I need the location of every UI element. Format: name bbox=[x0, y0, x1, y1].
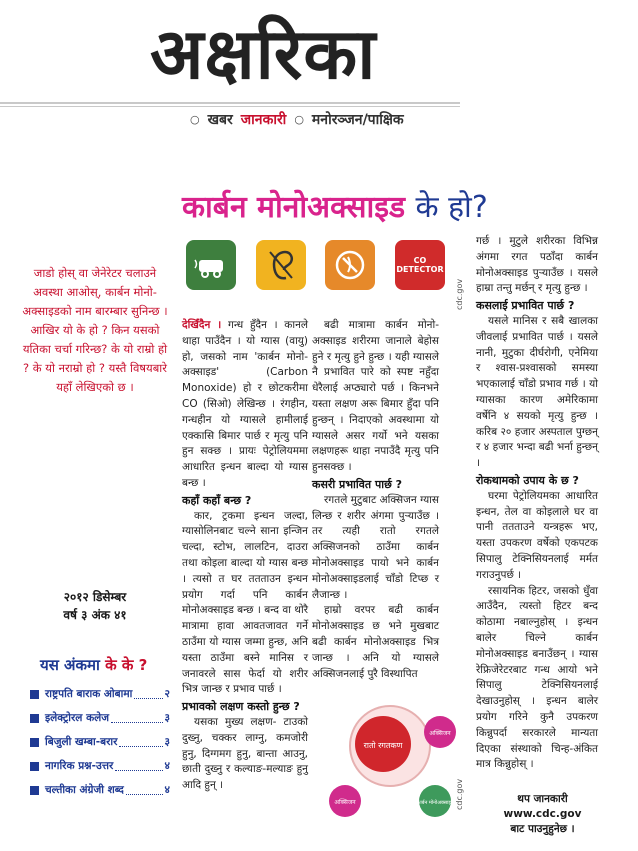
car-exhaust-icon bbox=[186, 240, 236, 290]
source-credit: cdc.gov bbox=[455, 778, 464, 810]
article-column-3 bbox=[476, 234, 598, 773]
col3-paragraph-2: यसले मानिस र सबै खालका जीवलाई प्रभावित पार्छ । यसले नानी, मुटुका दीर्घरोगी, एनेमिया र श्वास-प्रश्वासको समस्या भएकालाई चाँडो प्रभाव गर्छ । यो ग्यासका कारण अमेरिकामा वर्षेनि ४ सयको मृत्यु हुन्छ । करिब २० हजार अस्पताल पुग्छन् र ४ हजार भन्दा बढी भर्ना हुन्छन् । bbox=[476, 314, 598, 470]
toc-item-label: बिजुली खम्बा-बरार bbox=[45, 736, 118, 748]
col3-heading-1: कसलाई प्रभावित पार्छ ? bbox=[476, 299, 575, 313]
toc-item[interactable] bbox=[30, 706, 170, 730]
ear-icon bbox=[256, 240, 306, 290]
blood-cell-diagram bbox=[315, 696, 465, 831]
col2-heading-1: कसरी प्रभावित पार्छ ? bbox=[312, 477, 402, 491]
toc-item[interactable] bbox=[30, 778, 170, 802]
toc-leader bbox=[115, 762, 162, 771]
toc-title-prefix: यस अंकमा bbox=[40, 656, 100, 674]
masthead-rule-thin bbox=[0, 106, 460, 107]
co-detector-icon bbox=[395, 240, 445, 290]
tagline-info: जानकारी bbox=[240, 112, 287, 128]
diagram-center-label: रातो रगतकण bbox=[363, 741, 403, 750]
col1-heading-2: प्रभावको लक्षण कस्तो हुन्छ ? bbox=[182, 700, 300, 714]
diagram-bottom-right-label: कार्बन मोनोअक्साइड bbox=[416, 800, 454, 806]
detector-label-bottom: DETECTOR bbox=[396, 265, 444, 274]
col3-paragraph-4: रसायनिक हिटर, जसको धुँवा आउँदैन, त्यस्तो हिटर बन्द कोठामा नबाल्नुहोस् । इन्धन बालेर चिल्ने कार्बन मोनोअक्साइड बनाउँछन् । ग्यास रेफ्रिजेरेटरबाट गन्ध आयो भने सिपालु टेक्निसियनलाई देखाउनुहोस् । इन्धन बालेर प्रयोग गरिने कुनै उपकरण किन्नुपर्दा सरकारले मान्यता दिएका संस्थाको चिन्ह-अंकित मात्र किन्नुहोस् । bbox=[476, 584, 598, 771]
no-smell-icon bbox=[325, 240, 375, 290]
square-bullet-icon bbox=[30, 690, 39, 699]
issue-volume: वर्ष ३ अंक ४१ bbox=[63, 608, 127, 622]
col3-heading-2: रोकथामको उपाय के छ ? bbox=[476, 473, 579, 487]
toc-item-page: ३ bbox=[164, 736, 170, 748]
col3-paragraph-3: घरमा पेट्रोलियमका आधारित इन्धन, तेल वा कोइलाले घर वा पानी ततताउने यन्त्रहरू भए, यस्ता उपकरण वर्षेको एकपटक सिपालु टेक्निसियनलाई मर्मत गराउनुपर्छ । bbox=[476, 489, 598, 581]
col1-heading-1: कहाँ कहाँ बन्छ ? bbox=[182, 493, 252, 507]
toc-item-label: चल्तीका अंग्रेजी शब्द bbox=[45, 784, 124, 796]
col2-paragraph-1: बढी मात्रामा कार्बन मोनो-अक्साइड शरीरमा जानाले बेहोस हुने र मृत्यु हुने हुन्छ । यही ग्यासले नै प्रभावित पारे को स्पष्ट नहुँदा धेरैलाई अप्ठ्यारो पर्छ । किनभने यस्ता लक्षण अरू बिमार हुँदा पनि हुन्छन् । निदाएको अवस्थामा यो ग्यासले असर गर्यो भने यसका लक्षणहरू थाहा नपाउँदै मृत्यु पनि हुनसक्छ । bbox=[312, 319, 439, 474]
table-of-contents bbox=[30, 682, 170, 802]
square-bullet-icon bbox=[30, 714, 39, 723]
tagline-entertainment: मनोरञ्जन/पाक्षिक bbox=[311, 112, 404, 128]
toc-item-page: २ bbox=[164, 688, 170, 700]
toc-title bbox=[40, 655, 147, 675]
toc-title-suffix: के के ? bbox=[105, 656, 148, 674]
bullet-icon: ○ bbox=[294, 113, 304, 126]
toc-leader bbox=[134, 690, 162, 699]
footer-line-1[interactable]: थप जानकारी www.cdc.gov bbox=[503, 793, 582, 820]
tagline-news: खबर bbox=[207, 112, 233, 128]
toc-item-label: नागरिक प्रश्न-उत्तर bbox=[45, 760, 114, 772]
col2-paragraph-3: हाम्रो वरपर बढी कार्बन मोनोअक्साइड छ भने मुखबाट बढी कार्बन मोनोअक्साइड भित्र जान्छ । अनि यो ग्यासले अक्सिजनलाई पुरै विस्थापित bbox=[312, 604, 439, 680]
toc-item[interactable] bbox=[30, 754, 170, 778]
footer-note bbox=[480, 792, 605, 837]
toc-leader bbox=[126, 786, 163, 795]
col2-paragraph-2: रगतले मुटुबाट अक्सिजन ग्यास लिन्छ र शरीर अंगमा पुऱ्याउँछ । तर त्यही रातो रगतले अक्सिजनको ठाउँमा कार्बन मोनोअक्साइड पायो भने कार्बन मोनोअक्साइडलाई चाँडो टिप्छ र लैजान्छ । bbox=[312, 493, 439, 601]
masthead-tagline bbox=[190, 110, 404, 129]
toc-item-page: ३ bbox=[164, 712, 170, 724]
toc-leader bbox=[119, 738, 162, 747]
detector-label-top: CO bbox=[413, 256, 427, 265]
intro-text: जाडो होस् वा जेनेरेटर चलाउने अवस्था आओस्, कार्बन मोनो-अक्साइडको नाम बारम्बार सुनिन्छ । आखिर यो के हो ? किन यसको यतिका चर्चा गरिन्छ? के यो राम्रो हो ? के यो नराम्रो हो ? यस्तै विषयबारे यहाँ लेखिएको छ । bbox=[22, 266, 168, 394]
col3-paragraph-1: गर्छ । मुटुले शरीरका विभिन्न अंगमा रगत पठाँदा कार्बन मोनोअक्साइड पुऱ्याउँछ । यसले हाम्रा तन्तु मर्छन् र मृत्यु हुन्छ । bbox=[476, 235, 598, 295]
source-credit: cdc.gov bbox=[455, 278, 464, 310]
bullet-icon: ○ bbox=[190, 113, 200, 126]
issue-info bbox=[40, 588, 150, 624]
diagram-bottom-left-label: अक्सिजन bbox=[334, 799, 356, 806]
toc-item-page: ४ bbox=[164, 784, 170, 796]
toc-item-page: ४ bbox=[164, 760, 170, 772]
issue-date: २०१२ डिसेम्बर bbox=[63, 590, 127, 604]
footer-line-2: बाट पाउनुहुनेछ । bbox=[510, 823, 575, 835]
toc-item[interactable] bbox=[30, 730, 170, 754]
headline-question: के हो? bbox=[415, 190, 488, 225]
toc-item-label: इलेक्ट्रोरल कलेज bbox=[45, 712, 110, 724]
square-bullet-icon bbox=[30, 738, 39, 747]
col1-paragraph-2: कार, ट्रकमा इन्धन जल्दा, ग्यासोलिनबाट चल्ने साना इन्जिन चल्दा, स्टोभ, लालटिन, दाउरा तथा कोइला बाल्दा यो ग्यास बन्छ । त्यसो त घर ततताउन इन्धन प्रयोग गर्दा पनि कार्बन मोनोअक्साइड बन्छ । बन्द वा थोरै मात्रामा हावा आवतजावत गर्ने ठाउँमा यो ग्यास जम्मा हुन्छ, अनि यस्ता ठाउँमा बस्ने मानिस र जनावरले सास फेर्दा यो शरीर भित्र जान्छ र प्रभाव पार्छ । bbox=[182, 509, 308, 696]
masthead-title: अक्षरिका bbox=[150, 13, 377, 95]
toc-leader bbox=[111, 714, 162, 723]
toc-item-label: राष्ट्रपति बाराक ओबामा bbox=[45, 688, 133, 700]
article-column-2 bbox=[312, 318, 439, 682]
square-bullet-icon bbox=[30, 762, 39, 771]
square-bullet-icon bbox=[30, 786, 39, 795]
article-column-1 bbox=[182, 318, 308, 794]
col1-paragraph-3: यसका मुख्य लक्षण- टाउको दुख्नु, चक्कर लाग्नु, कमजोरी हुनु, दिग्गमग हुनु, बान्ता आउनु, छाती दुख्नु र कल्याङ-मल्याङ हुनु आदि हुन् । bbox=[182, 715, 308, 792]
masthead-rule bbox=[0, 102, 460, 104]
col1-lead: देखिँदैन । bbox=[182, 319, 222, 331]
diagram-right-label: अक्सिजन bbox=[429, 730, 451, 737]
headline-main: कार्बन मोनोअक्साइड bbox=[182, 190, 406, 225]
col1-paragraph-1: गन्ध हुँदैन । कानले थाहा पाउँदैन । यो ग्यास (वायु) हो, जसको नाम 'कार्बन मोनो-अक्साइड' (Carbon Monoxide) हो र छोटकरीमा CO (सिओ) लेखिन्छ । रंगहीन, गन्धहीन यो ग्यासले हामीलाई एक्कासि बिमार पार्छ र मृत्यु पनि हुन सक्छ । प्रायः पेट्रोलियममा आधारित इन्धन बाल्दा यो ग्यास बन्छ । bbox=[182, 319, 309, 489]
article-headline bbox=[182, 190, 488, 226]
toc-item[interactable] bbox=[30, 682, 170, 706]
